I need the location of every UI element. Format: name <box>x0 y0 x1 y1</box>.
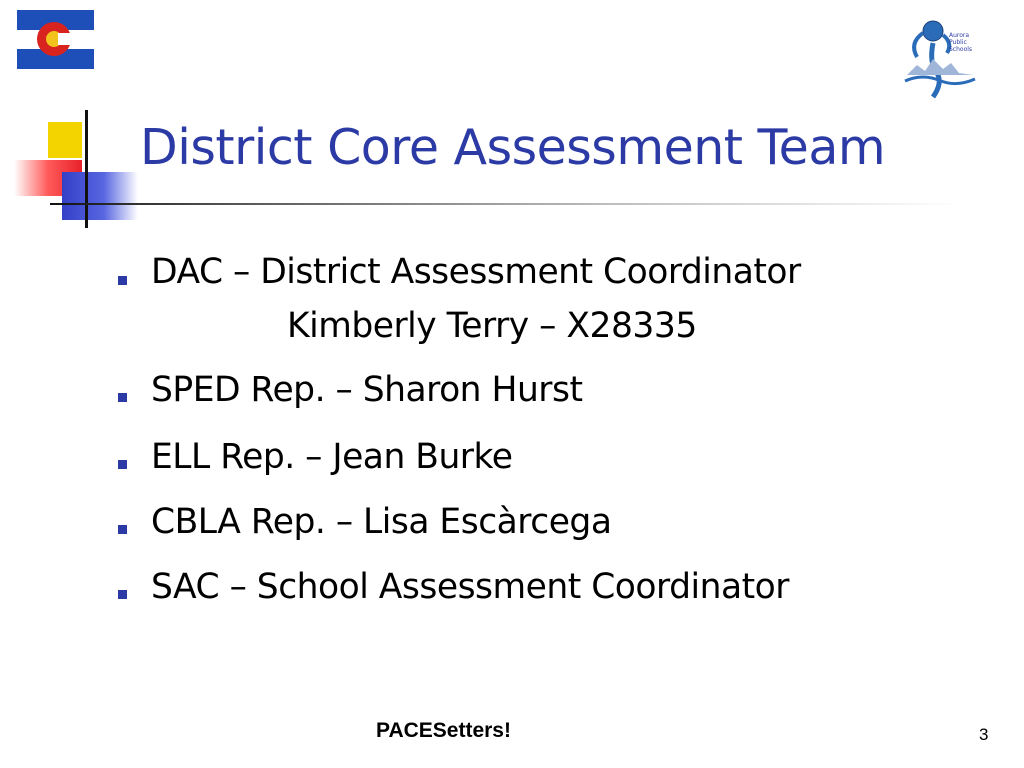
footer-text: PACESetters! <box>376 719 511 742</box>
aps-logo-line-2: Public <box>949 39 967 46</box>
bullet-text: CBLA Rep. – Lisa Escàrcega <box>151 502 612 542</box>
bullet-text: DAC – District Assessment Coordinator <box>151 252 801 292</box>
bullet-square-icon <box>118 276 127 285</box>
bullet-text: SPED Rep. – Sharon Hurst <box>151 370 583 410</box>
bullet-text: SAC – School Assessment Coordinator <box>151 567 789 607</box>
bullet-text: ELL Rep. – Jean Burke <box>151 437 513 477</box>
page-number: 3 <box>979 725 989 744</box>
aps-logo-line-3: Schools <box>949 46 973 53</box>
bullet-square-icon <box>118 525 127 534</box>
bullet-square-icon <box>118 590 127 599</box>
bullet-square-icon <box>118 460 127 469</box>
bullet-continuation: Kimberly Terry – X28335 <box>287 306 697 346</box>
slide-title: District Core Assessment Team <box>140 119 886 176</box>
aps-logo-line-1: Aurora <box>949 32 970 39</box>
bullet-square-icon <box>118 393 127 402</box>
